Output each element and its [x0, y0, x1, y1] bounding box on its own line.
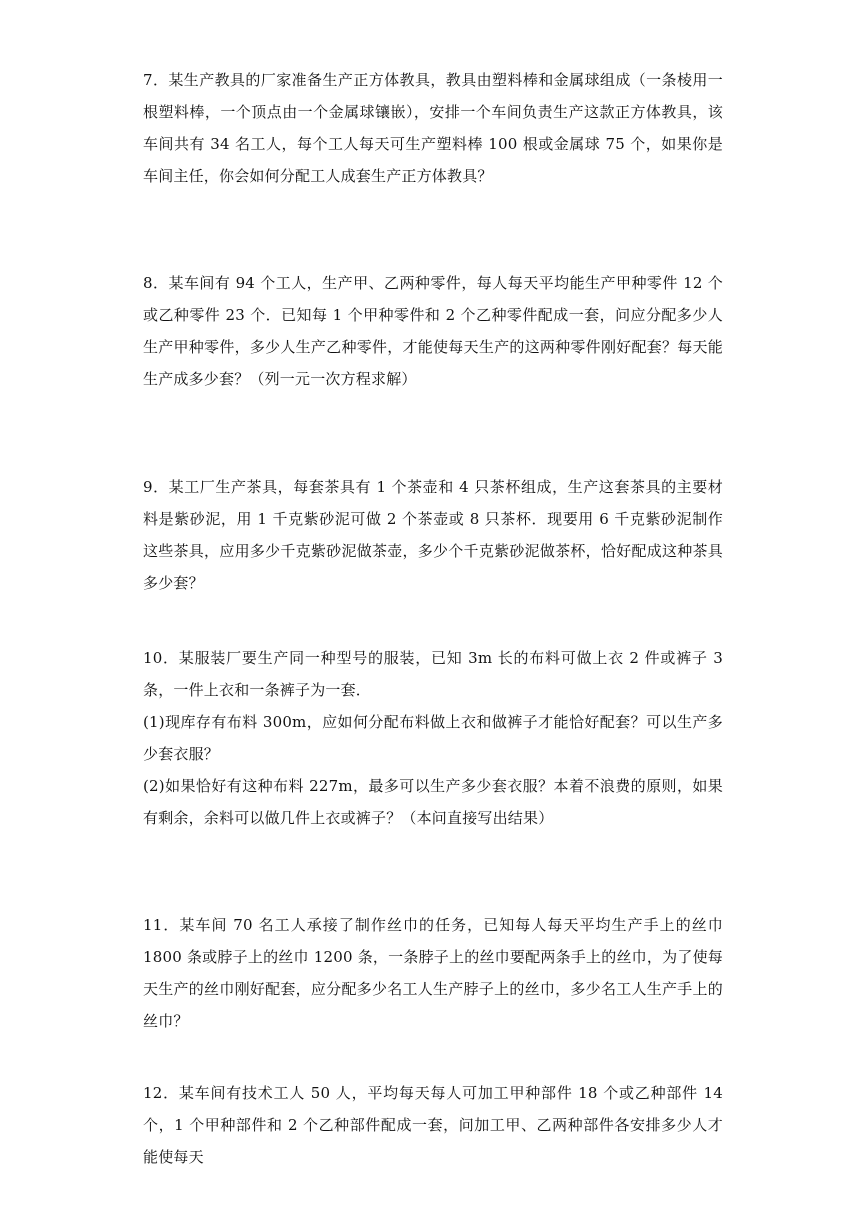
- problem-8-text: 8．某车间有 94 个工人，生产甲、乙两种零件，每人每天平均能生产甲种零件 12 个或乙种零件 23 个．已知每 1 个甲种零件和 2 个乙种零件配成一套，问应分配多少人生产甲种零件，多少人生产乙种零件，才能使每天生产的这两种零件刚好配套？每天能生产成多少套？（列一元一次方程求解）: [143, 274, 723, 388]
- problem-10-part-1: (1)现库存有布料 300m，应如何分配布料做上衣和做裤子才能恰好配套？可以生产多少套衣服？: [143, 713, 723, 763]
- problem-10: [143, 642, 723, 834]
- problem-8: [143, 267, 723, 395]
- problem-12-text: 12．某车间有技术工人 50 人，平均每天每人可加工甲种部件 18 个或乙种部件 14 个，1 个甲种部件和 2 个乙种部件配成一套，问加工甲、乙两种部件各安排多少人才能使每天: [143, 1084, 723, 1166]
- problem-7-text: 7．某生产教具的厂家准备生产正方体教具，教具由塑料棒和金属球组成（一条棱用一根塑料棒，一个顶点由一个金属球镶嵌），安排一个车间负责生产这款正方体教具，该车间共有 34 名工人，每个工人每天可生产塑料棒 100 根或金属球 75 个，如果你是车间主任，你会如何分配工人成套生产正方体教具？: [143, 71, 723, 185]
- problem-11: [143, 909, 723, 1037]
- problem-11-text: 11．某车间 70 名工人承接了制作丝巾的任务，已知每人每天平均生产手上的丝巾 1800 条或脖子上的丝巾 1200 条，一条脖子上的丝巾要配两条手上的丝巾，为了使每天生产的丝巾刚好配套，应分配多少名工人生产脖子上的丝巾，多少名工人生产手上的丝巾？: [143, 916, 723, 1030]
- problem-10-stem: 10．某服装厂要生产同一种型号的服装，已知 3m 长的布料可做上衣 2 件或裤子 3 条，一件上衣和一条裤子为一套．: [143, 649, 723, 699]
- problem-10-part-2: (2)如果恰好有这种布料 227m，最多可以生产多少套衣服？本着不浪费的原则，如果有剩余，余料可以做几件上衣或裤子？（本问直接写出结果）: [143, 777, 723, 827]
- problem-9: [143, 471, 723, 599]
- problem-9-text: 9．某工厂生产茶具，每套茶具有 1 个茶壶和 4 只茶杯组成，生产这套茶具的主要材料是紫砂泥，用 1 千克紫砂泥可做 2 个茶壶或 8 只茶杯．现要用 6 千克紫砂泥制作这些茶具，应用多少千克紫砂泥做茶壶，多少个千克紫砂泥做茶杯，恰好配成这种茶具多少套？: [143, 478, 723, 592]
- problem-7: [143, 64, 723, 192]
- problem-12: [143, 1077, 723, 1173]
